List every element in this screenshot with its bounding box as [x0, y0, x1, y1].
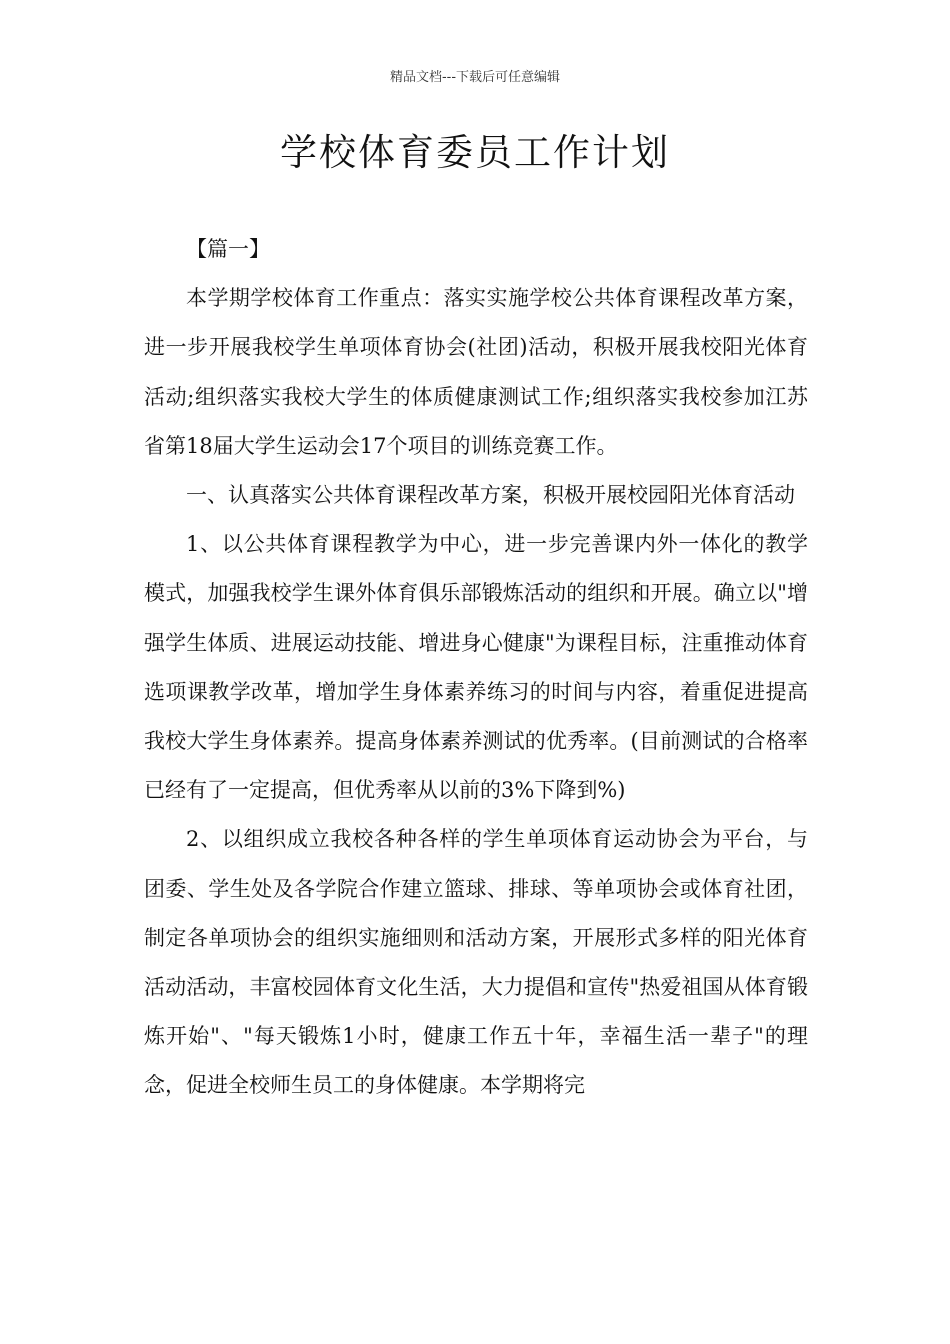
paragraph-item-2: 2、以组织成立我校各种各样的学生单项体育运动协会为平台，与团委、学生处及各学院合作建立篮球、排球、等单项协会或体育社团，制定各单项协会的组织实施细则和活动方案，开展形式多样的阳光体育活动活动，丰富校园体育文化生活，大力提倡和宣传"热爱祖国从体育锻炼开始"、"每天锻炼1小时，健康工作五十年，幸福生活一辈子"的理念，促进全校师生员工的身体健康。本学期将完	[144, 827, 808, 1098]
document-body	[144, 225, 808, 1111]
paragraph-item-1: 1、以公共体育课程教学为中心，进一步完善课内外一体化的教学模式，加强我校学生课外体育俱乐部锻炼活动的组织和开展。确立以"增强学生体质、进展运动技能、增进身心健康"为课程目标，注重推动体育选项课教学改革，增加学生身体素养练习的时间与内容，着重促进提高我校大学生身体素养。提高身体素养测试的优秀率。(目前测试的合格率已经有了一定提高，但优秀率从以前的3%下降到%)	[144, 532, 808, 803]
header-note: 精品文档---下载后可任意编辑	[389, 70, 561, 85]
document-title: 学校体育委员工作计划	[280, 131, 670, 174]
paragraph-heading-1: 一、认真落实公共体育课程改革方案，积极开展校园阳光体育活动	[186, 483, 795, 508]
paragraph-intro: 本学期学校体育工作重点：落实实施学校公共体育课程改革方案，进一步开展我校学生单项体育协会(社团)活动，积极开展我校阳光体育活动;组织落实我校大学生的体质健康测试工作;组织落实我校参加江苏省第18届大学生运动会17个项目的训练竞赛工作。	[144, 286, 808, 458]
section-tag: 【篇一】	[186, 237, 270, 261]
